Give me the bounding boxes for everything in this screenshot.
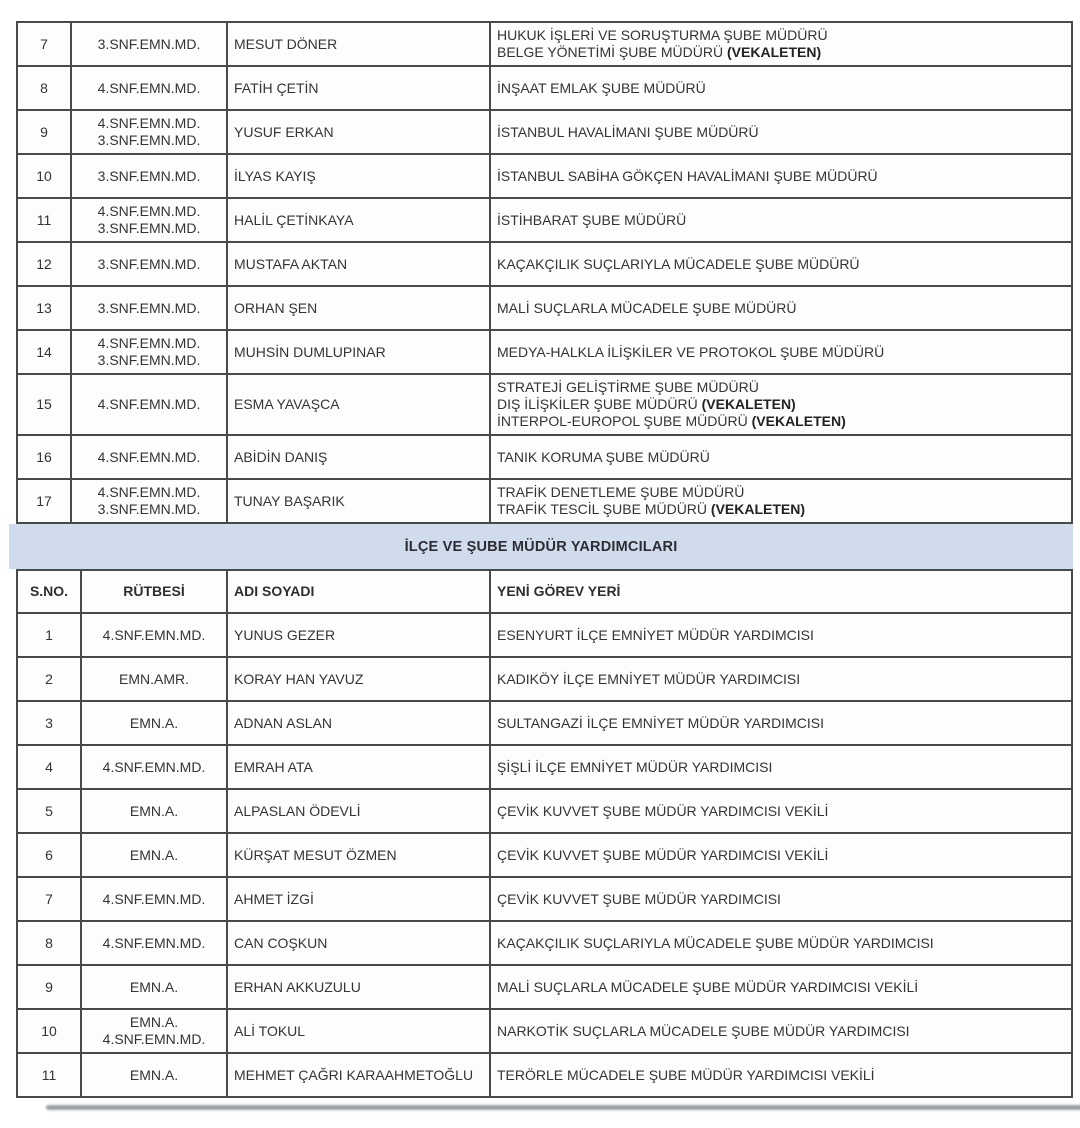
rank-cell: 4.SNF.EMN.MD. 3.SNF.EMN.MD.	[71, 330, 227, 374]
name-cell: ADNAN ASLAN	[227, 701, 490, 745]
duty-cell: KADIKÖY İLÇE EMNİYET MÜDÜR YARDIMCISI	[490, 657, 1072, 701]
table-row	[17, 374, 1072, 435]
column-header-yeni-gorev-yeri: YENİ GÖREV YERİ	[490, 570, 1072, 613]
name-cell: İLYAS KAYIŞ	[227, 154, 490, 198]
row-number-cell: 8	[17, 921, 81, 965]
table-row	[17, 479, 1072, 523]
table-row	[17, 965, 1072, 1009]
duty-cell: İNŞAAT EMLAK ŞUBE MÜDÜRÜ	[490, 66, 1072, 110]
rank-cell: 4.SNF.EMN.MD.	[81, 877, 227, 921]
name-cell: MUSTAFA AKTAN	[227, 242, 490, 286]
rank-cell: 4.SNF.EMN.MD. 3.SNF.EMN.MD.	[71, 479, 227, 523]
name-cell: ORHAN ŞEN	[227, 286, 490, 330]
rank-cell: EMN.AMR.	[81, 657, 227, 701]
name-cell: ALİ TOKUL	[227, 1009, 490, 1053]
rank-cell: EMN.A. 4.SNF.EMN.MD.	[81, 1009, 227, 1053]
row-number-cell: 8	[17, 66, 71, 110]
row-number-cell: 11	[17, 1053, 81, 1097]
duty-cell: ESENYURT İLÇE EMNİYET MÜDÜR YARDIMCISI	[490, 613, 1072, 657]
duty-cell: STRATEJİ GELİŞTİRME ŞUBE MÜDÜRÜ DIŞ İLİŞKİLER ŞUBE MÜDÜRÜ (VEKALETEN) İNTERPOL-EUROPOL ŞUBE MÜDÜRÜ (VEKALETEN)	[490, 374, 1072, 435]
row-number-cell: 4	[17, 745, 81, 789]
row-number-cell: 10	[17, 154, 71, 198]
table-row	[17, 22, 1072, 66]
row-number-cell: 9	[17, 965, 81, 1009]
duty-cell: TRAFİK DENETLEME ŞUBE MÜDÜRÜ TRAFİK TESCİL ŞUBE MÜDÜRÜ (VEKALETEN)	[490, 479, 1072, 523]
table-row	[17, 110, 1072, 154]
duty-cell: ÇEVİK KUVVET ŞUBE MÜDÜR YARDIMCISI VEKİLİ	[490, 833, 1072, 877]
table-row	[17, 789, 1072, 833]
duty-cell: MALİ SUÇLARLA MÜCADELE ŞUBE MÜDÜRÜ	[490, 286, 1072, 330]
row-number-cell: 12	[17, 242, 71, 286]
row-number-cell: 6	[17, 833, 81, 877]
duty-cell: MEDYA-HALKLA İLİŞKİLER VE PROTOKOL ŞUBE MÜDÜRÜ	[490, 330, 1072, 374]
name-cell: YUNUS GEZER	[227, 613, 490, 657]
lower-table-header	[17, 570, 1072, 613]
upper-assignments-table	[16, 21, 1073, 524]
row-number-cell: 10	[17, 1009, 81, 1053]
name-cell: MUHSİN DUMLUPINAR	[227, 330, 490, 374]
table-row	[17, 701, 1072, 745]
column-header-rutbesi: RÜTBESİ	[81, 570, 227, 613]
table-row	[17, 1009, 1072, 1053]
row-number-cell: 1	[17, 613, 81, 657]
rank-cell: EMN.A.	[81, 965, 227, 1009]
header-row	[17, 570, 1072, 613]
duty-cell: NARKOTİK SUÇLARLA MÜCADELE ŞUBE MÜDÜR YARDIMCISI	[490, 1009, 1072, 1053]
rank-cell: EMN.A.	[81, 833, 227, 877]
table-row	[17, 657, 1072, 701]
name-cell: MEHMET ÇAĞRI KARAAHMETOĞLU	[227, 1053, 490, 1097]
rank-cell: 4.SNF.EMN.MD. 3.SNF.EMN.MD.	[71, 198, 227, 242]
name-cell: ESMA YAVAŞCA	[227, 374, 490, 435]
table-row	[17, 154, 1072, 198]
row-number-cell: 5	[17, 789, 81, 833]
duty-cell: İSTANBUL SABİHA GÖKÇEN HAVALİMANI ŞUBE MÜDÜRÜ	[490, 154, 1072, 198]
table-row	[17, 435, 1072, 479]
lower-assignments-table	[16, 569, 1073, 1098]
name-cell: AHMET İZGİ	[227, 877, 490, 921]
rank-cell: 3.SNF.EMN.MD.	[71, 242, 227, 286]
duty-cell: ÇEVİK KUVVET ŞUBE MÜDÜR YARDIMCISI VEKİLİ	[490, 789, 1072, 833]
row-number-cell: 17	[17, 479, 71, 523]
row-number-cell: 13	[17, 286, 71, 330]
row-number-cell: 11	[17, 198, 71, 242]
rank-cell: EMN.A.	[81, 1053, 227, 1097]
rank-cell: 4.SNF.EMN.MD.	[81, 613, 227, 657]
section-header-band	[9, 524, 1073, 569]
table-row	[17, 286, 1072, 330]
table-row	[17, 877, 1072, 921]
table-row	[17, 613, 1072, 657]
name-cell: ABİDİN DANIŞ	[227, 435, 490, 479]
rank-cell: 3.SNF.EMN.MD.	[71, 286, 227, 330]
row-number-cell: 3	[17, 701, 81, 745]
rank-cell: 3.SNF.EMN.MD.	[71, 22, 227, 66]
name-cell: HALİL ÇETİNKAYA	[227, 198, 490, 242]
table-row	[17, 198, 1072, 242]
section-header-title: İLÇE VE ŞUBE MÜDÜR YARDIMCILARI	[404, 538, 678, 555]
name-cell: YUSUF ERKAN	[227, 110, 490, 154]
duty-cell: TANIK KORUMA ŞUBE MÜDÜRÜ	[490, 435, 1072, 479]
rank-cell: EMN.A.	[81, 701, 227, 745]
rank-cell: EMN.A.	[81, 789, 227, 833]
duty-cell: KAÇAKÇILIK SUÇLARIYLA MÜCADELE ŞUBE MÜDÜR YARDIMCISI	[490, 921, 1072, 965]
name-cell: ERHAN AKKUZULU	[227, 965, 490, 1009]
rank-cell: 3.SNF.EMN.MD.	[71, 154, 227, 198]
name-cell: EMRAH ATA	[227, 745, 490, 789]
duty-cell: İSTANBUL HAVALİMANI ŞUBE MÜDÜRÜ	[490, 110, 1072, 154]
row-number-cell: 14	[17, 330, 71, 374]
name-cell: FATİH ÇETİN	[227, 66, 490, 110]
column-header-sno: S.NO.	[17, 570, 81, 613]
name-cell: KORAY HAN YAVUZ	[227, 657, 490, 701]
duty-cell: İSTİHBARAT ŞUBE MÜDÜRÜ	[490, 198, 1072, 242]
name-cell: ALPASLAN ÖDEVLİ	[227, 789, 490, 833]
rank-cell: 4.SNF.EMN.MD.	[81, 745, 227, 789]
name-cell: CAN COŞKUN	[227, 921, 490, 965]
lower-table-body	[17, 613, 1072, 1097]
name-cell: MESUT DÖNER	[227, 22, 490, 66]
table-row	[17, 1053, 1072, 1097]
name-cell: TUNAY BAŞARIK	[227, 479, 490, 523]
row-number-cell: 7	[17, 22, 71, 66]
rank-cell: 4.SNF.EMN.MD.	[71, 66, 227, 110]
duty-cell: SULTANGAZİ İLÇE EMNİYET MÜDÜR YARDIMCISI	[490, 701, 1072, 745]
table-row	[17, 921, 1072, 965]
upper-table-body	[17, 22, 1072, 523]
row-number-cell: 15	[17, 374, 71, 435]
rank-cell: 4.SNF.EMN.MD. 3.SNF.EMN.MD.	[71, 110, 227, 154]
table-row	[17, 330, 1072, 374]
column-header-adi-soyadi: ADI SOYADI	[227, 570, 490, 613]
row-number-cell: 7	[17, 877, 81, 921]
duty-cell: ÇEVİK KUVVET ŞUBE MÜDÜR YARDIMCISI	[490, 877, 1072, 921]
duty-cell: ŞİŞLİ İLÇE EMNİYET MÜDÜR YARDIMCISI	[490, 745, 1072, 789]
rank-cell: 4.SNF.EMN.MD.	[71, 374, 227, 435]
row-number-cell: 9	[17, 110, 71, 154]
table-row	[17, 833, 1072, 877]
table-row	[17, 66, 1072, 110]
rank-cell: 4.SNF.EMN.MD.	[81, 921, 227, 965]
duty-cell: KAÇAKÇILIK SUÇLARIYLA MÜCADELE ŞUBE MÜDÜRÜ	[490, 242, 1072, 286]
name-cell: KÜRŞAT MESUT ÖZMEN	[227, 833, 490, 877]
row-number-cell: 16	[17, 435, 71, 479]
duty-cell: MALİ SUÇLARLA MÜCADELE ŞUBE MÜDÜR YARDIMCISI VEKİLİ	[490, 965, 1072, 1009]
duty-cell: HUKUK İŞLERİ VE SORUŞTURMA ŞUBE MÜDÜRÜ BELGE YÖNETİMİ ŞUBE MÜDÜRÜ (VEKALETEN)	[490, 22, 1072, 66]
rank-cell: 4.SNF.EMN.MD.	[71, 435, 227, 479]
table-row	[17, 242, 1072, 286]
page-edge-shadow	[46, 1105, 1080, 1110]
duty-cell: TERÖRLE MÜCADELE ŞUBE MÜDÜR YARDIMCISI VEKİLİ	[490, 1053, 1072, 1097]
table-row	[17, 745, 1072, 789]
row-number-cell: 2	[17, 657, 81, 701]
